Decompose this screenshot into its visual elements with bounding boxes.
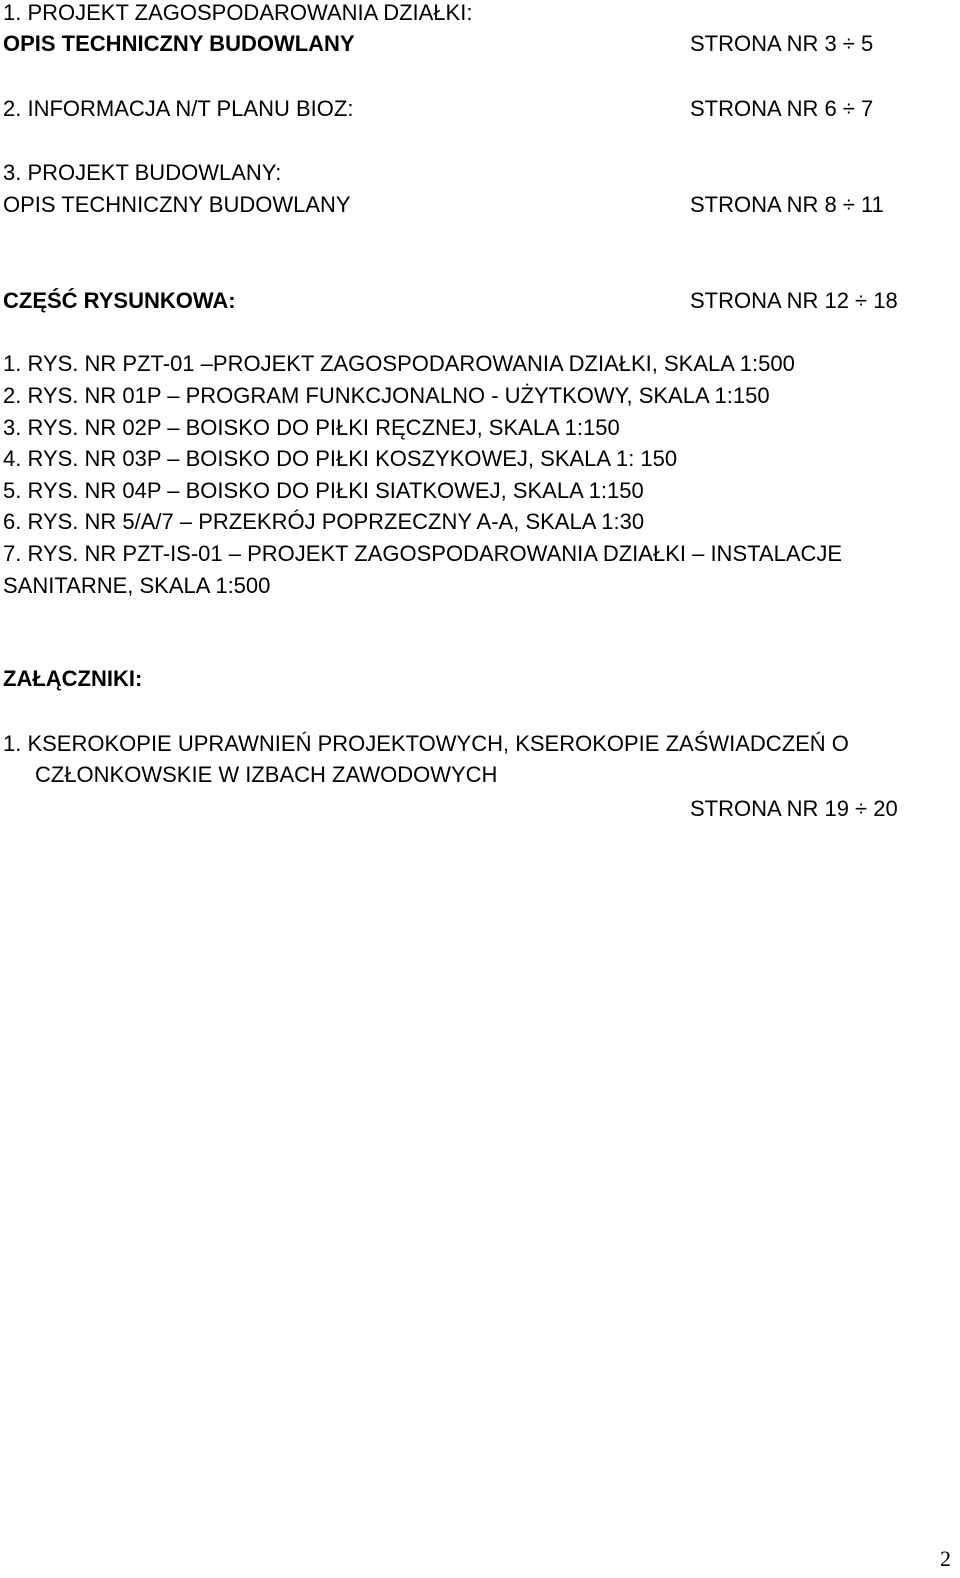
attachments-heading: ZAŁĄCZNIKI:: [3, 666, 143, 691]
drawing-item: 5. RYS. NR 04P – BOISKO DO PIŁKI SIATKOWEJ, SKALA 1:150: [3, 478, 644, 503]
attachment-item-line-2: CZŁONKOWSKIE W IZBACH ZAWODOWYCH: [35, 762, 498, 787]
drawing-item: 7. RYS. NR PZT-IS-01 – PROJEKT ZAGOSPODAROWANIA DZIAŁKI – INSTALACJE: [3, 541, 843, 566]
page-number: 2: [940, 1546, 951, 1571]
section-3-heading: 3. PROJEKT BUDOWLANY:: [3, 160, 282, 185]
drawing-item: 6. RYS. NR 5/A/7 – PRZEKRÓJ POPRZECZNY A-A, SKALA 1:30: [3, 509, 645, 534]
drawing-item: SANITARNE, SKALA 1:500: [3, 573, 271, 598]
section-2-heading: 2. INFORMACJA N/T PLANU BIOZ:: [3, 96, 354, 121]
drawing-item: 1. RYS. NR PZT-01 –PROJEKT ZAGOSPODAROWANIA DZIAŁKI, SKALA 1:500: [3, 351, 795, 376]
drawing-item: 4. RYS. NR 03P – BOISKO DO PIŁKI KOSZYKOWEJ, SKALA 1: 150: [3, 446, 678, 471]
attachment-item-line-1: 1. KSEROKOPIE UPRAWNIEŃ PROJEKTOWYCH, KSEROKOPIE ZAŚWIADCZEŃ O: [3, 731, 849, 756]
section-2-pages: STRONA NR 6 ÷ 7: [690, 96, 874, 121]
section-3-pages: STRONA NR 8 ÷ 11: [690, 192, 884, 217]
section-1-heading: 1. PROJEKT ZAGOSPODAROWANIA DZIAŁKI:: [3, 0, 473, 25]
section-3-subheading: OPIS TECHNICZNY BUDOWLANY: [3, 192, 351, 217]
section-1-pages: STRONA NR 3 ÷ 5: [690, 31, 874, 56]
drawing-item: 2. RYS. NR 01P – PROGRAM FUNKCJONALNO - UŻYTKOWY, SKALA 1:150: [3, 383, 770, 408]
attachments-pages: STRONA NR 19 ÷ 20: [690, 796, 898, 821]
drawings-pages: STRONA NR 12 ÷ 18: [690, 288, 898, 313]
drawings-heading: CZĘŚĆ RYSUNKOWA:: [3, 288, 236, 313]
drawing-item: 3. RYS. NR 02P – BOISKO DO PIŁKI RĘCZNEJ, SKALA 1:150: [3, 415, 620, 440]
section-1-subheading: OPIS TECHNICZNY BUDOWLANY: [3, 31, 355, 56]
